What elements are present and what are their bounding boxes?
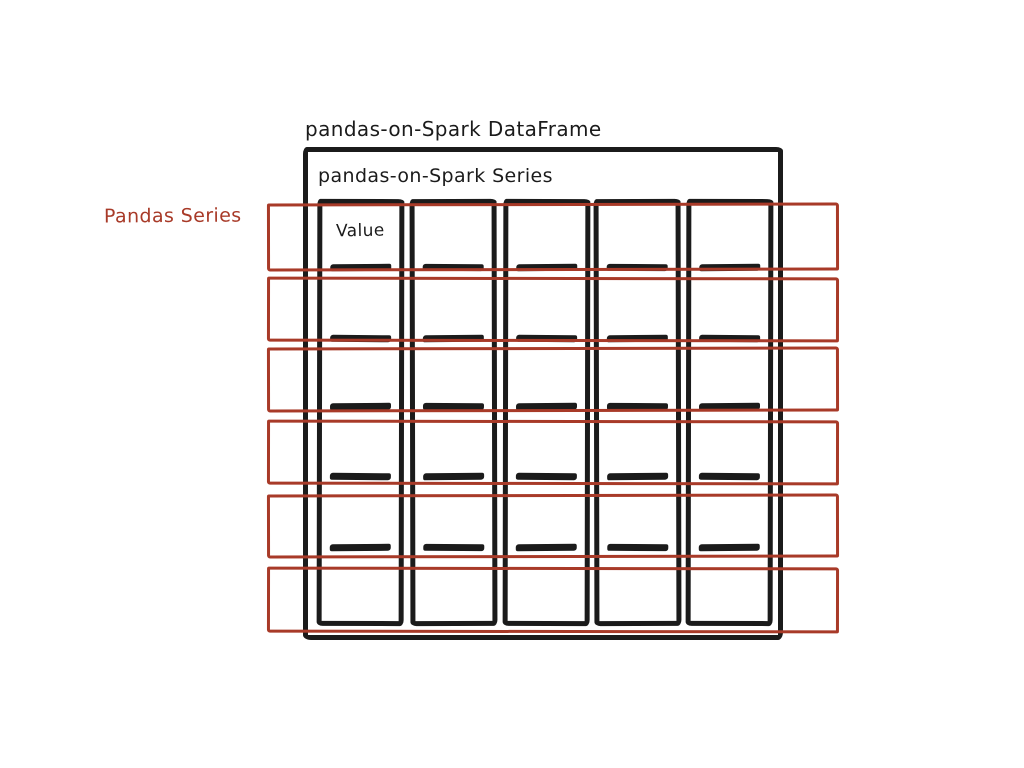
pandas-series-row xyxy=(267,277,839,343)
series-label: pandas-on-Spark Series xyxy=(318,165,553,187)
pandas-series-row xyxy=(267,567,839,634)
pandas-series-label: Pandas Series xyxy=(103,204,242,228)
dataframe-title-label: pandas-on-Spark DataFrame xyxy=(305,117,602,141)
value-label: Value xyxy=(335,220,385,242)
pandas-series-row xyxy=(267,347,839,413)
pandas-series-row xyxy=(267,420,839,486)
pandas-series-row xyxy=(267,494,839,559)
